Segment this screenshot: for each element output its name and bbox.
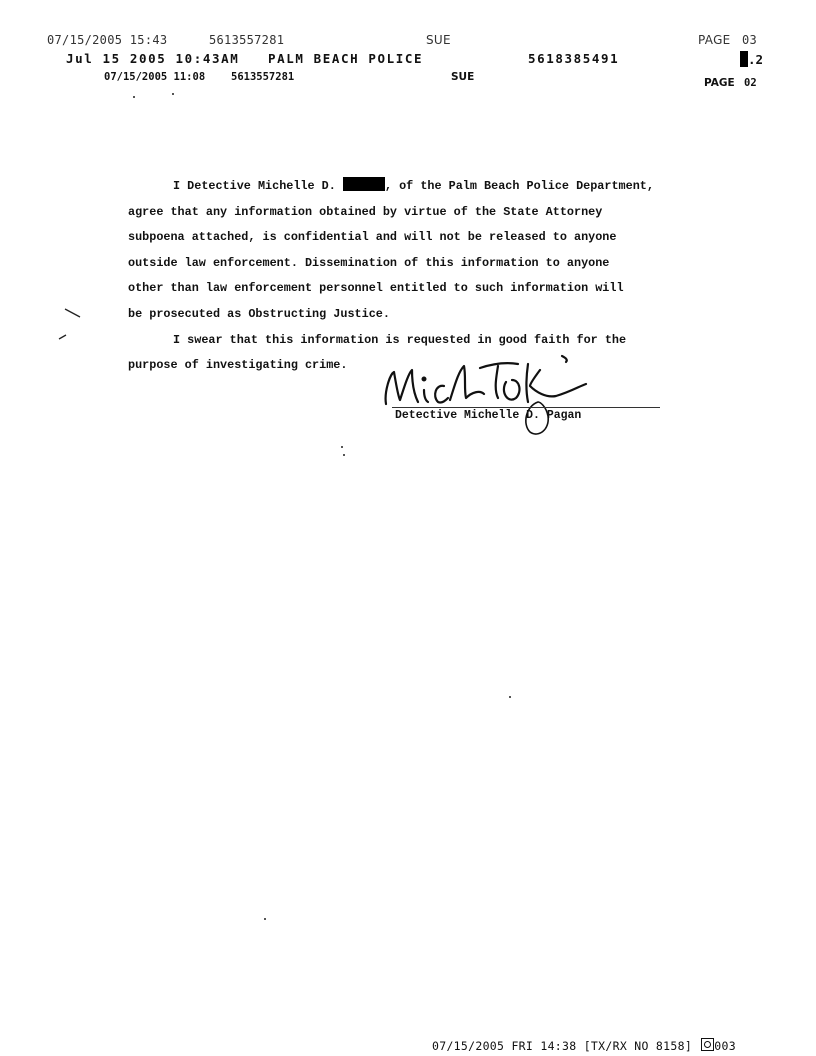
fax-footer-text: 07/15/2005 FRI 14:38 [TX/RX NO 8158] — [432, 1039, 693, 1053]
fax-header-2-page-text: .2 — [748, 52, 764, 67]
fax-header-1-page-number: 03 — [742, 33, 758, 47]
fax-header-3-phone: 5613557281 — [231, 71, 295, 83]
scan-artifact — [64, 307, 82, 319]
fax-header-2-phone: 5618385491 — [528, 51, 620, 66]
fax-header-1-page-label: PAGE — [698, 33, 731, 47]
fax-footer — [432, 1038, 736, 1053]
signature-line — [392, 407, 660, 408]
fax-header-2-sender: PALM BEACH POLICE — [268, 51, 424, 66]
statement-line-1-end: , of the Palm Beach Police Department, — [384, 179, 654, 193]
fax-header-3-datetime: 07/15/2005 11:08 — [104, 71, 206, 83]
fax-icon — [701, 1038, 714, 1051]
scan-speck — [172, 93, 174, 95]
handwritten-signature — [380, 352, 590, 437]
fax-header-3-sender: SUE — [451, 71, 475, 83]
fax-header-1-datetime: 07/15/2005 15:43 — [47, 33, 168, 47]
fax-header-3-page-number: 02 — [744, 77, 757, 89]
oath-line-1: I swear that this information is requested in good faith for the — [173, 332, 627, 347]
statement-line-6: be prosecuted as Obstructing Justice. — [128, 306, 390, 321]
scan-speck — [264, 918, 266, 920]
statement-line-2: agree that any information obtained by virtue of the State Attorney — [128, 204, 603, 219]
fax-header-2-datetime: Jul 15 2005 10:43AM — [66, 51, 240, 66]
scan-speck — [509, 696, 511, 698]
confidentiality-statement — [128, 174, 728, 379]
signer-printed-name: Detective Michelle D. Pagan — [395, 409, 582, 422]
statement-line-1-start: I Detective Michelle D. — [173, 179, 336, 193]
fax-header-1-sender: SUE — [426, 33, 451, 47]
redacted-surname — [343, 177, 385, 191]
fax-header-2-page-number — [740, 51, 763, 67]
statement-line-1 — [128, 174, 728, 200]
statement-line-3: subpoena attached, is confidential and will not be released to anyone — [128, 230, 617, 245]
scan-speck — [343, 454, 345, 456]
scan-artifact — [58, 333, 68, 341]
scan-speck — [133, 96, 135, 98]
fax-footer-page: 003 — [714, 1039, 736, 1053]
statement-line-5: other than law enforcement personnel entitled to such information will — [128, 281, 624, 296]
oath-line-2: purpose of investigating crime. — [128, 358, 348, 373]
statement-line-4: outside law enforcement. Dissemination of this information to anyone — [128, 255, 610, 270]
fax-header-1-phone: 5613557281 — [209, 33, 285, 47]
scan-speck — [341, 446, 343, 448]
fax-header-3-page-label: PAGE — [704, 77, 735, 89]
redaction-mark — [740, 51, 748, 67]
